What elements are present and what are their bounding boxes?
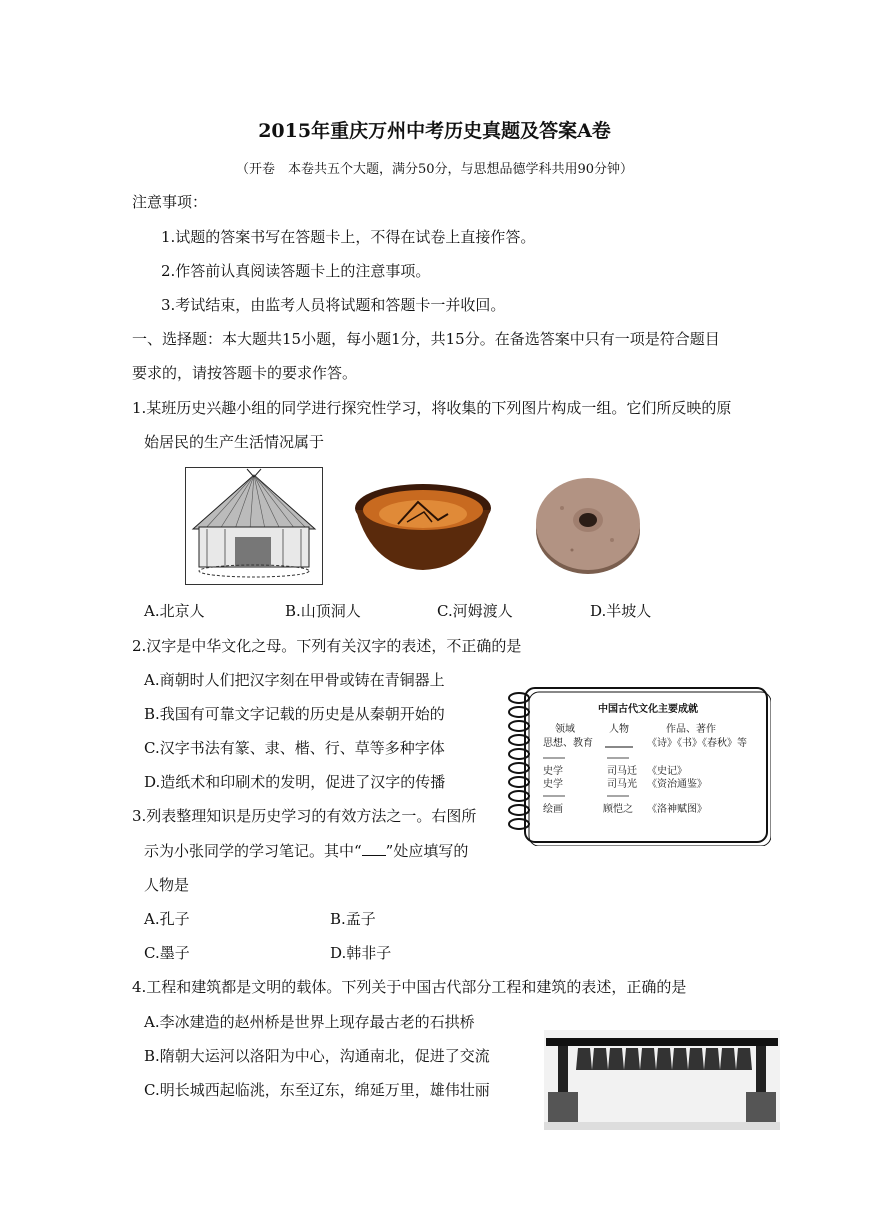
option: D.造纸术和印刷术的发明，促进了汉字的传播 — [144, 773, 446, 791]
notebook-header: 作品、著作 — [666, 724, 716, 735]
question-3-stem: 3.列表整理知识是历史学习的有效方法之一。右图所 — [132, 807, 477, 825]
option: B.我国有可靠文字记载的历史是从秦朝开始的 — [144, 705, 445, 723]
page-title: 2015年重庆万州中考历史真题及答案A卷 — [258, 120, 611, 142]
question-1-stem-cont: 始居民的生产生活情况属于 — [144, 433, 325, 451]
question-1-stem: 1.某班历史兴趣小组的同学进行探究性学习，将收集的下列图片构成一组。它们所反映的原 — [132, 399, 732, 417]
notebook-cell: 史学 — [543, 766, 563, 777]
answer-blank — [362, 841, 386, 856]
option: C.墨子 — [144, 944, 190, 962]
notebook-cell: 《洛神赋图》 — [647, 804, 707, 815]
option: A.李冰建造的赵州桥是世界上现存最古老的石拱桥 — [144, 1013, 475, 1031]
notebook-header: 领域 — [555, 724, 575, 735]
notes-heading: 注意事项： — [132, 193, 208, 211]
option: A.北京人 — [144, 602, 205, 620]
notebook-cell: 《资治通鉴》 — [647, 779, 707, 790]
question-3-stem-cont — [144, 841, 468, 861]
study-notebook-figure — [503, 684, 771, 846]
option: C.汉字书法有篆、隶、楷、行、草等多种字体 — [144, 739, 445, 757]
hut-illustration — [185, 467, 323, 585]
notebook-cell: 思想、教育 — [543, 738, 593, 749]
notebook-cell: 绘画 — [543, 804, 563, 815]
notebook-cell: 顾恺之 — [603, 804, 633, 815]
notebook-cell: 《史记》 — [647, 766, 687, 777]
section-heading-cont: 要求的，请按答题卡的要求作答。 — [132, 364, 358, 382]
note-item: 2.作答前认真阅读答题卡上的注意事项。 — [161, 262, 431, 280]
notebook-cell: 司马迁 — [607, 766, 637, 777]
option: B.孟子 — [330, 910, 376, 928]
stem-part: 示为小张同学的学习笔记。其中“ — [144, 842, 362, 860]
stone-spindle-whorl-photo — [532, 470, 644, 580]
notebook-cell: 司马光 — [607, 779, 637, 790]
stem-part: ”处应填写的 — [385, 842, 469, 860]
option: D.半坡人 — [590, 602, 652, 620]
page-subtitle: （开卷 本卷共五个大题，满分50分，与思想品德学科共用90分钟） — [235, 162, 634, 177]
question-3-stem-cont: 人物是 — [144, 876, 190, 894]
note-item: 3.考试结束，由监考人员将试题和答题卡一并收回。 — [161, 296, 506, 314]
option: C.明长城西起临洮，东至辽东，绵延万里，雄伟壮丽 — [144, 1081, 490, 1099]
note-item: 1.试题的答案书写在答题卡上，不得在试卷上直接作答。 — [161, 228, 536, 246]
option: A.孔子 — [144, 910, 190, 928]
notebook-header: 人物 — [609, 724, 629, 735]
option: D.韩非子 — [330, 944, 392, 962]
notebook-cell: 史学 — [543, 779, 563, 790]
pottery-bowl-photo — [352, 478, 495, 573]
notebook-title: 中国古代文化主要成就 — [598, 704, 698, 715]
question-2-stem: 2.汉字是中华文化之母。下列有关汉字的表述，不正确的是 — [132, 637, 522, 655]
option: B.山顶洞人 — [285, 602, 361, 620]
notebook-cell: 《诗》《书》《春秋》等 — [647, 738, 747, 749]
option: C.河姆渡人 — [437, 602, 513, 620]
option: A.商朝时人们把汉字刻在甲骨或铸在青铜器上 — [144, 671, 445, 689]
section-heading: 一、选择题：本大题共15小题，每小题1分，共15分。在备选答案中只有一项是符合题目 — [132, 330, 720, 348]
question-4-stem: 4.工程和建筑都是文明的载体。下列关于中国古代部分工程和建筑的表述，正确的是 — [132, 978, 687, 996]
option: B.隋朝大运河以洛阳为中心，沟通南北，促进了交流 — [144, 1047, 490, 1065]
chime-bells-photo — [544, 1030, 780, 1130]
